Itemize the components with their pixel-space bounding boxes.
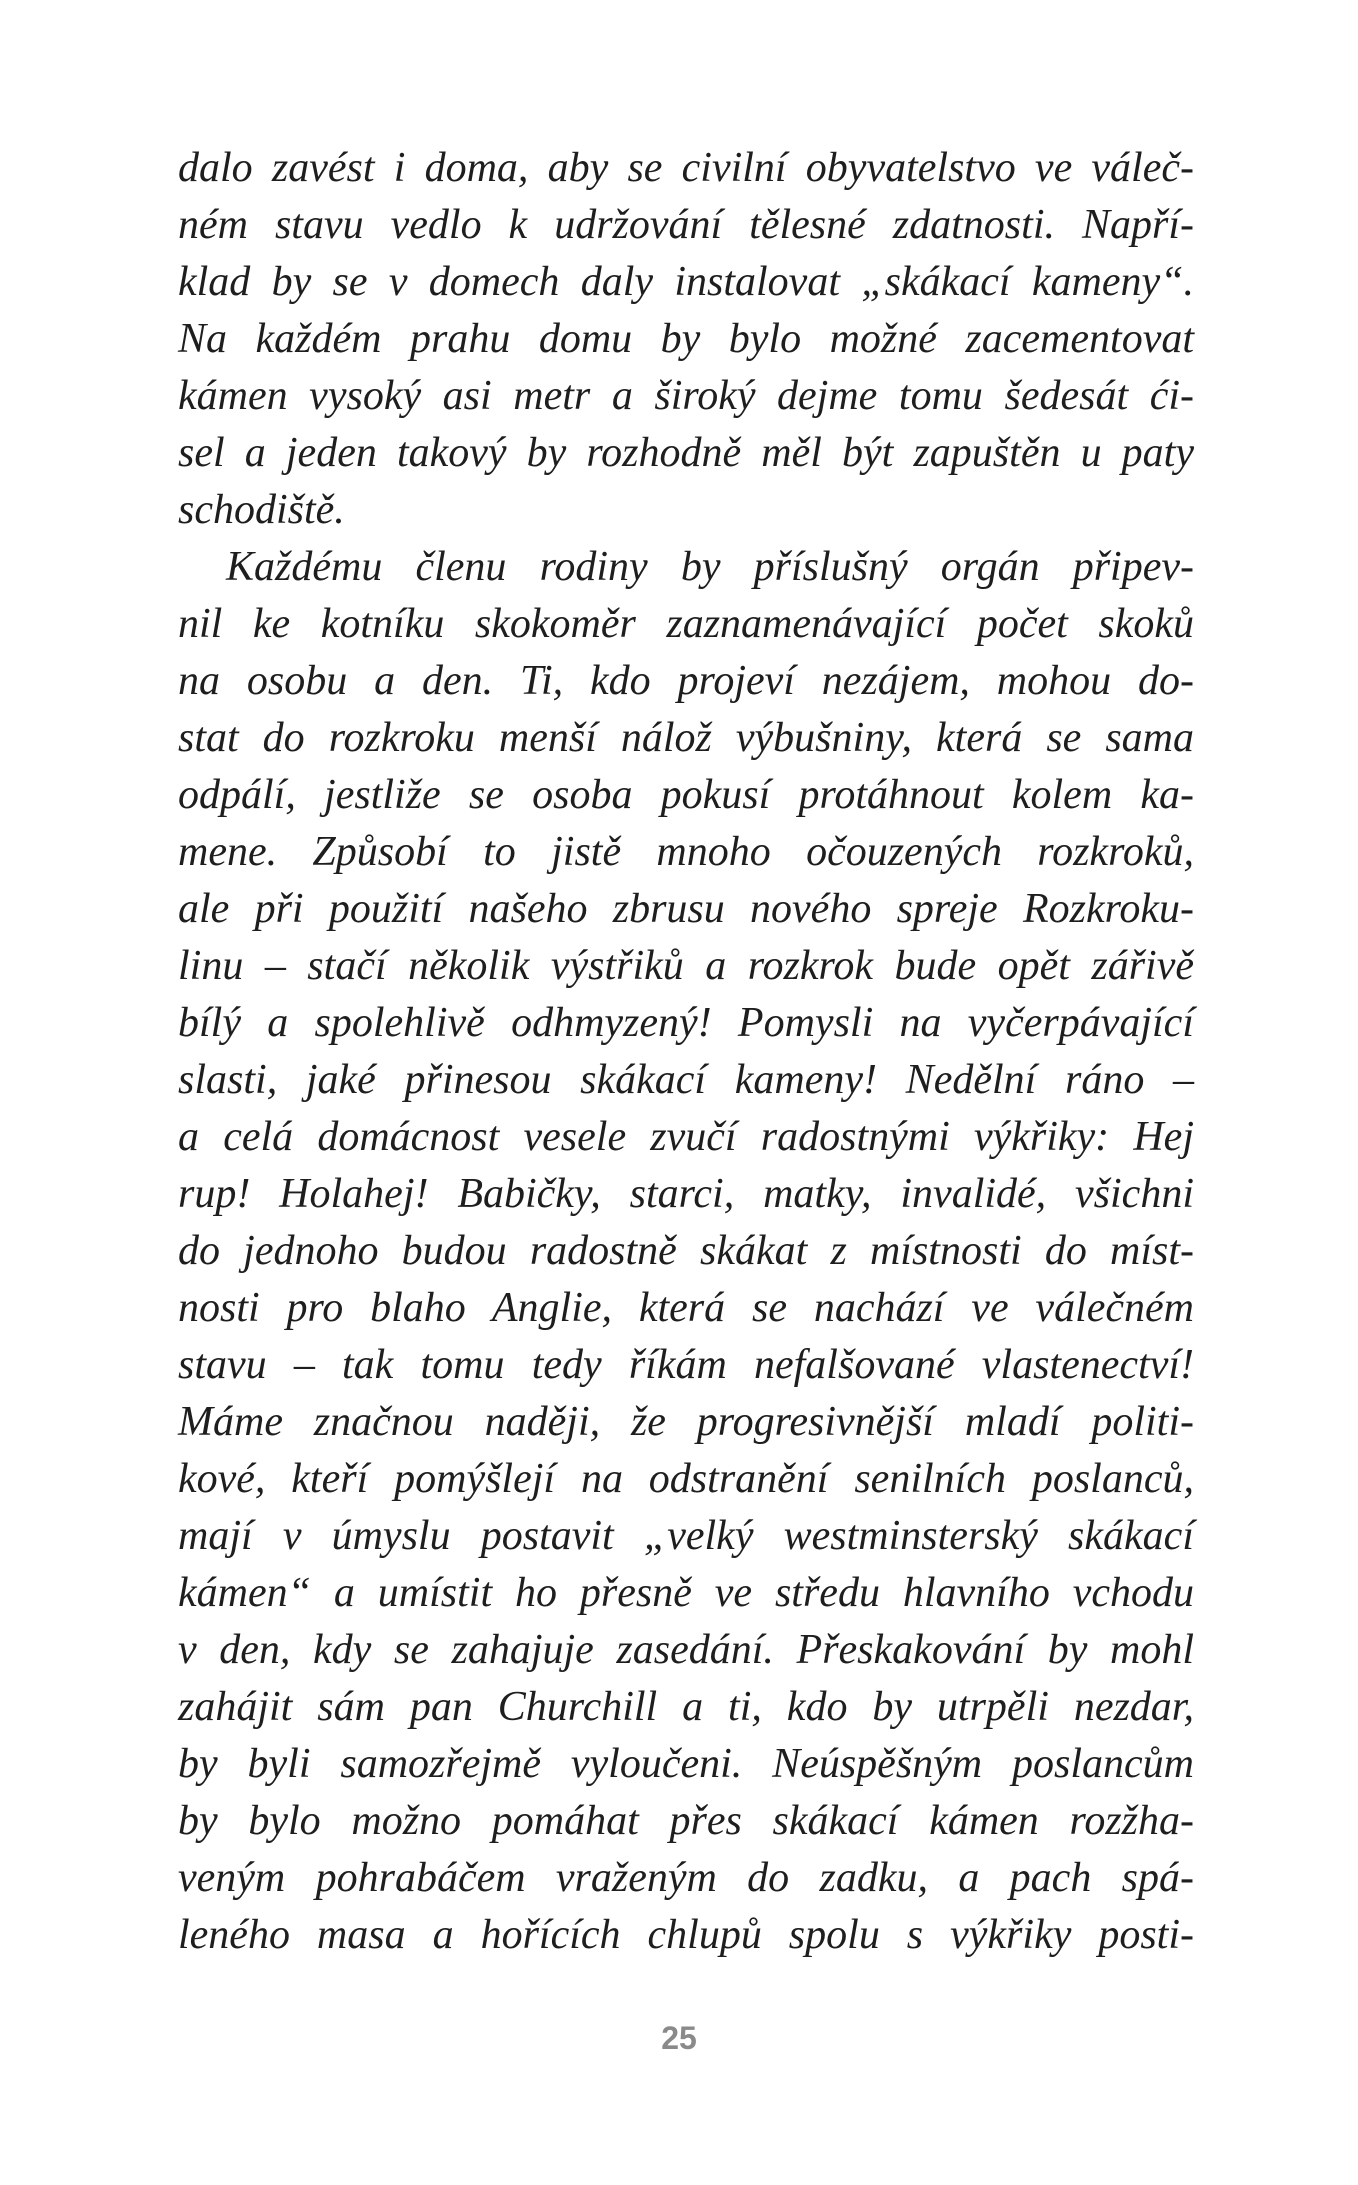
text-line: ale při použití našeho zbrusu nového spreje Rozkroku- (178, 886, 1194, 932)
paragraph-end-line: schodiště. (178, 487, 345, 533)
text-line: ném stavu vedlo k udržování tělesné zdatnosti. Napří- (178, 202, 1194, 248)
text-line: nosti pro blaho Anglie, která se nachází ve válečném (178, 1285, 1194, 1331)
text-line: v den, kdy se zahajuje zasedání. Přeskakování by mohl (178, 1627, 1194, 1673)
text-line: odpálí, jestliže se osoba pokusí protáhnout kolem ka- (178, 772, 1194, 818)
body-text (178, 140, 1194, 1964)
text-line: leného masa a hořících chlupů spolu s výkřiky posti- (178, 1912, 1194, 1958)
page-number: 25 (661, 2020, 697, 2056)
text-line: stat do rozkroku menší nálož výbušniny, která se sama (178, 715, 1194, 761)
text-line: veným pohrabáčem vraženým do zadku, a pach spá- (178, 1855, 1194, 1901)
text-line: slasti, jaké přinesou skákací kameny! Nedělní ráno – (178, 1057, 1194, 1103)
text-line: Na každém prahu domu by bylo možné zacementovat (178, 316, 1194, 362)
text-line: mají v úmyslu postavit „velký westminsterský skákací (178, 1513, 1194, 1559)
text-line: kámen“ a umístit ho přesně ve středu hlavního vchodu (178, 1570, 1194, 1616)
text-line: kové, kteří pomýšlejí na odstranění senilních poslanců, (178, 1456, 1194, 1502)
text-line: stavu – tak tomu tedy říkám nefalšované vlastenectví! (178, 1342, 1194, 1388)
text-line: mene. Způsobí to jistě mnoho očouzených rozkroků, (178, 829, 1194, 875)
text-line: zahájit sám pan Churchill a ti, kdo by utrpěli nezdar, (178, 1684, 1194, 1730)
text-line: klad by se v domech daly instalovat „skákací kameny“. (178, 259, 1194, 305)
text-line: rup! Holahej! Babičky, starci, matky, invalidé, všichni (178, 1171, 1194, 1217)
text-line: do jednoho budou radostně skákat z místnosti do míst- (178, 1228, 1194, 1274)
text-line: by byli samozřejmě vyloučeni. Neúspěšným poslancům (178, 1741, 1194, 1787)
text-line: by bylo možno pomáhat přes skákací kámen rozžha- (178, 1798, 1194, 1844)
text-line: bílý a spolehlivě odhmyzený! Pomysli na vyčerpávající (178, 1000, 1194, 1046)
text-line: nil ke kotníku skokoměr zaznamenávající počet skoků (178, 601, 1194, 647)
text-line: kámen vysoký asi metr a široký dejme tomu šedesát ći- (178, 373, 1194, 419)
text-line: a celá domácnost vesele zvučí radostnými výkřiky: Hej (178, 1114, 1194, 1160)
text-line: Máme značnou naději, že progresivnější mladí politi- (178, 1399, 1194, 1445)
text-line: sel a jeden takový by rozhodně měl být zapuštěn u paty (178, 430, 1194, 476)
text-line: na osobu a den. Ti, kdo projeví nezájem, mohou do- (178, 658, 1194, 704)
text-line: linu – stačí několik výstřiků a rozkrok bude opět zářivě (178, 943, 1194, 989)
text-line: dalo zavést i doma, aby se civilní obyvatelstvo ve váleč- (178, 145, 1194, 191)
paragraph-start-line: Každému členu rodiny by příslušný orgán připev- (226, 544, 1194, 590)
